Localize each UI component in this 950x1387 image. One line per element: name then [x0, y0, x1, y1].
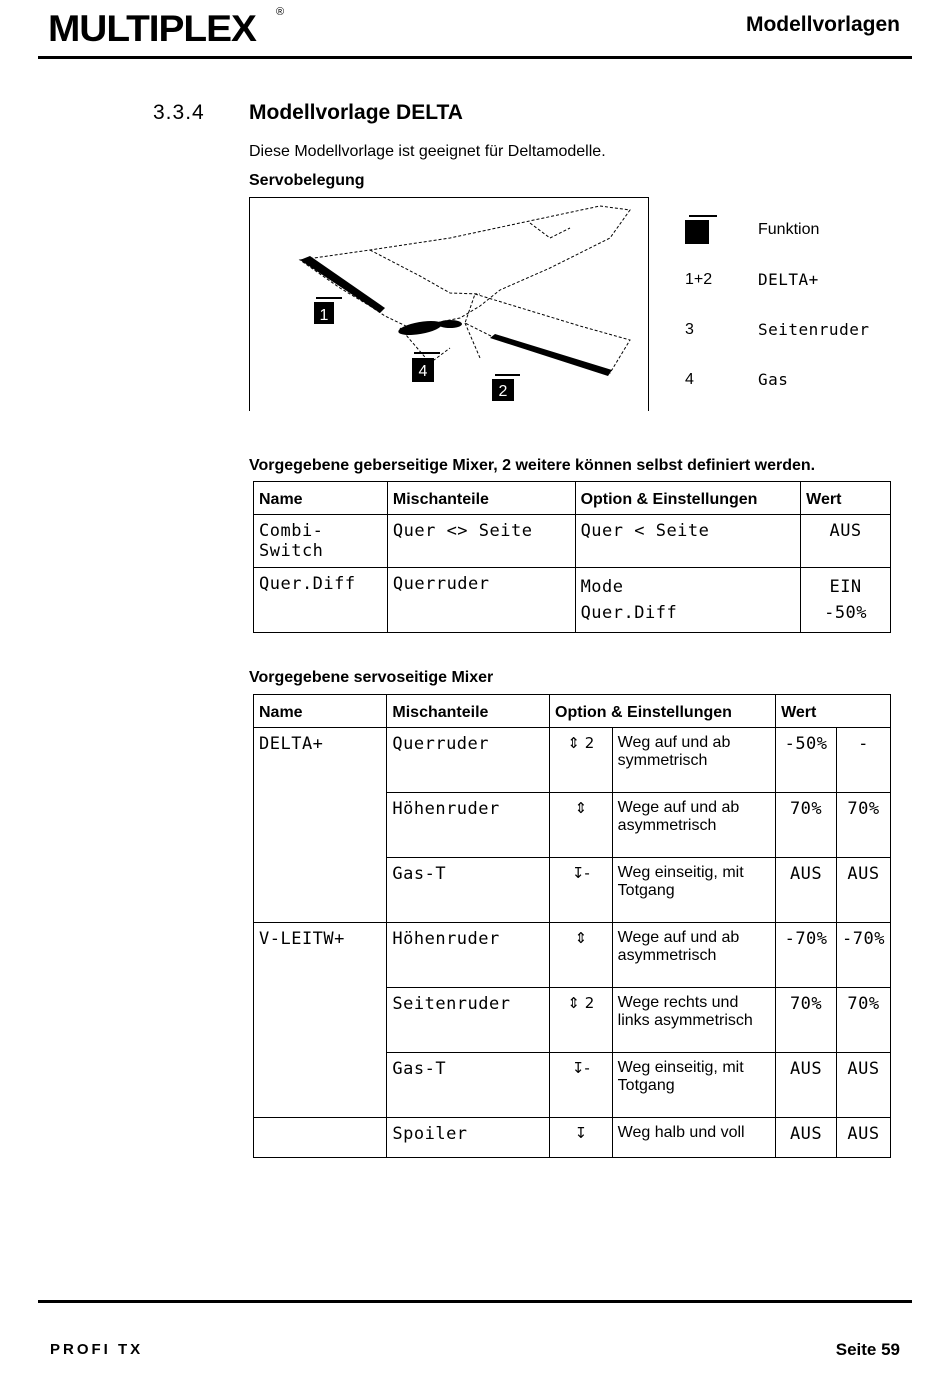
mixer-value-2: AUS — [837, 1118, 891, 1158]
mixer-value-1: -70% — [776, 923, 837, 988]
header-rule — [38, 56, 912, 59]
servo-number: 3 — [685, 321, 694, 338]
mixer-name — [254, 1118, 387, 1158]
mixer-name: Combi-Switch — [254, 515, 388, 568]
section-number: 3.3.4 — [153, 101, 205, 124]
mixer-desc: Weg auf und ab symmetrisch — [612, 728, 775, 793]
mixer-mode-icon: ⇕ 2 — [550, 728, 613, 793]
option-line: Mode — [580, 577, 624, 597]
mixer-mode-icon: ↧- — [550, 858, 613, 923]
servo-function: DELTA+ — [758, 270, 819, 289]
mixer-value-2: 70% — [837, 988, 891, 1053]
servo-mixer-heading: Vorgegebene servoseitige Mixer — [249, 669, 494, 686]
svg-text:1: 1 — [319, 307, 329, 324]
mixer-value-2: - — [837, 728, 891, 793]
mixer-name: Quer.Diff — [254, 568, 388, 633]
col-header-value: Wert — [776, 695, 891, 728]
table-row — [254, 728, 891, 793]
col-header-name: Name — [254, 482, 388, 515]
mixer-name: DELTA+ — [254, 728, 387, 923]
mixer-mode-icon: ↧- — [550, 1053, 613, 1118]
col-header-option: Option & Einstellungen — [575, 482, 801, 515]
footer-brand: PROFI TX — [50, 1341, 144, 1358]
page-number: Seite 59 — [835, 1340, 900, 1359]
servo-function: Seitenruder — [758, 320, 870, 339]
multiplex-logo: MULTIPLEX — [48, 8, 256, 49]
table-row — [254, 1118, 891, 1158]
col-header-value: Wert — [801, 482, 891, 515]
mixer-desc: Wege auf und ab asymmetrisch — [612, 923, 775, 988]
mixer-part: Höhenruder — [387, 923, 550, 988]
table-row — [254, 923, 891, 988]
col-header-parts: Mischanteile — [387, 482, 575, 515]
servo-1-marker — [314, 298, 342, 324]
registered-mark: ® — [276, 6, 285, 18]
mixer-value-2: 70% — [837, 793, 891, 858]
option-line: Quer.Diff — [580, 603, 678, 623]
mixer-desc: Wege rechts und links asymmetrisch — [612, 988, 775, 1053]
mixer-value-2: -70% — [837, 923, 891, 988]
mixer-desc: Weg einseitig, mit Totgang — [612, 1053, 775, 1118]
mixer-parts: Quer <> Seite — [387, 515, 575, 568]
mixer-value: AUS — [801, 515, 891, 568]
svg-text:4: 4 — [418, 363, 428, 380]
table-row — [254, 515, 891, 568]
servo-mixer-table — [253, 694, 891, 1158]
mixer-parts: Querruder — [387, 568, 575, 633]
mixer-value-1: 70% — [776, 793, 837, 858]
delta-plane-illustration — [249, 197, 649, 411]
delta-plane-drawing — [250, 198, 648, 412]
servo-number: 1+2 — [685, 271, 713, 288]
mixer-part: Gas-T — [387, 858, 550, 923]
svg-text:2: 2 — [498, 383, 508, 400]
mixer-value-1: -50% — [776, 728, 837, 793]
mixer-part: Seitenruder — [387, 988, 550, 1053]
mixer-part: Höhenruder — [387, 793, 550, 858]
header-title: Modellvorlagen — [745, 13, 900, 36]
mixer-part: Querruder — [387, 728, 550, 793]
intro-text: Diese Modellvorlage ist geeignet für Deltamodelle. — [249, 143, 606, 160]
mixer-mode-icon: ⇕ 2 — [550, 988, 613, 1053]
mixer-value-1: AUS — [776, 858, 837, 923]
mixer-option: Quer < Seite — [575, 515, 801, 568]
mixer-desc: Weg einseitig, mit Totgang — [612, 858, 775, 923]
mixer-name: V-LEITW+ — [254, 923, 387, 1118]
footer-rule — [38, 1300, 912, 1303]
mixer-part: Gas-T — [387, 1053, 550, 1118]
servo-4-marker — [412, 353, 440, 382]
col-header-name: Name — [254, 695, 387, 728]
function-label: Funktion — [758, 221, 820, 238]
mixer-part: Spoiler — [387, 1118, 550, 1158]
transmitter-mixer-table — [253, 481, 891, 633]
value-line: EIN — [829, 577, 862, 597]
servo-2-marker — [492, 375, 520, 401]
mixer-value-1: AUS — [776, 1118, 837, 1158]
mixer-value-2: AUS — [837, 858, 891, 923]
mixer-value — [801, 568, 891, 633]
mixer-value-1: AUS — [776, 1053, 837, 1118]
col-header-option: Option & Einstellungen — [550, 695, 776, 728]
table-header-row — [254, 695, 891, 728]
section-title: Modellvorlage DELTA — [249, 101, 463, 124]
mixer-mode-icon: ⇕ — [550, 923, 613, 988]
servo-icon — [685, 214, 717, 244]
mixer-option — [575, 568, 801, 633]
value-line: -50% — [824, 603, 868, 623]
mixer-mode-icon: ↧ — [550, 1118, 613, 1158]
table-header-row — [254, 482, 891, 515]
table-row — [254, 568, 891, 633]
mixer-desc: Weg halb und voll — [612, 1118, 775, 1158]
mixer-mode-icon: ⇕ — [550, 793, 613, 858]
mixer-desc: Wege auf und ab asymmetrisch — [612, 793, 775, 858]
servo-number: 4 — [685, 371, 694, 388]
col-header-parts: Mischanteile — [387, 695, 550, 728]
servo-function: Gas — [758, 370, 789, 389]
servo-heading: Servobelegung — [249, 172, 365, 189]
mixer-value-2: AUS — [837, 1053, 891, 1118]
transmitter-mixer-heading: Vorgegebene geberseitige Mixer, 2 weitere können selbst definiert werden. — [249, 457, 816, 474]
mixer-value-1: 70% — [776, 988, 837, 1053]
